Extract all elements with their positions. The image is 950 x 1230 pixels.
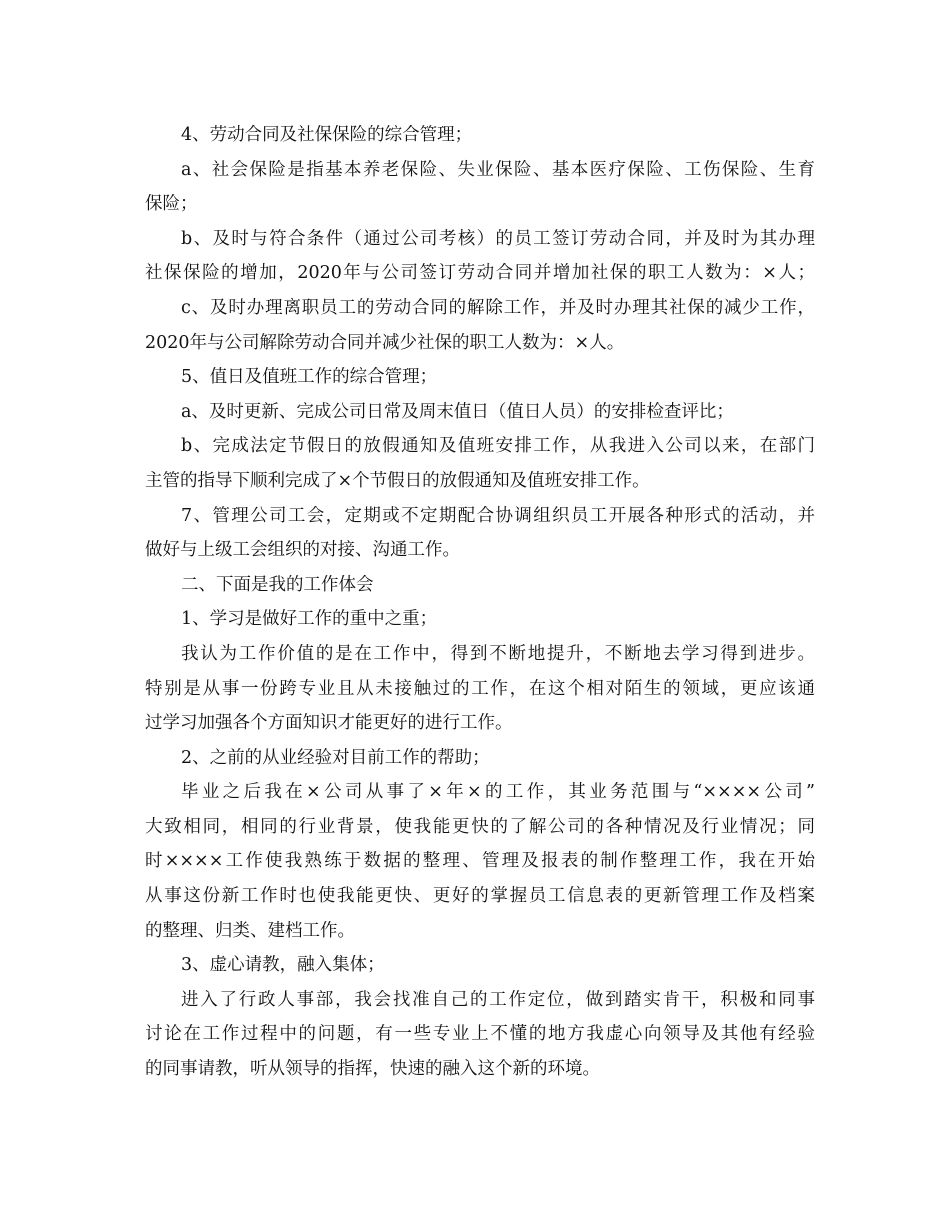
text-line: 时××××工作使我熟练于数据的整理、管理及报表的制作整理工作，我在开始 (145, 851, 815, 872)
text-line: 主管的指导下顺利完成了×个节假日的放假通知及值班安排工作。 (145, 470, 650, 491)
text-line: 3、虚心请教，融入集体； (181, 955, 385, 976)
text-line: 的整理、归类、建档工作。 (145, 920, 355, 941)
text-line: a、社会保险是指基本养老保险、失业保险、基本医疗保险、工伤保险、生育 (181, 159, 815, 180)
text-line: a、及时更新、完成公司日常及周末值日（值日人员）的安排检查评比； (181, 401, 734, 422)
text-line: 7、管理公司工会，定期或不定期配合协调组织员工开展各种形式的活动，并 (181, 505, 815, 526)
text-line: 做好与上级工会组织的对接、沟通工作。 (145, 540, 460, 561)
text-line: 从事这份新工作时也使我能更快、更好的掌握员工信息表的更新管理工作及档案 (145, 886, 815, 907)
text-line: 1、学习是做好工作的重中之重； (181, 609, 438, 630)
text-line: 4、劳动合同及社保保险的综合管理； (181, 125, 473, 145)
text-line: b、及时与符合条件（通过公司考核）的员工签订劳动合同，并及时为其办理 (181, 228, 815, 249)
text-line: 2、之前的从业经验对目前工作的帮助； (181, 747, 490, 768)
text-line: 毕业之后我在×公司从事了×年×的工作，其业务范围与“××××公司” (181, 782, 815, 803)
text-line: 5、值日及值班工作的综合管理； (181, 367, 438, 388)
text-line: 的同事请教，听从领导的指挥，快速的融入这个新的环境。 (145, 1059, 600, 1080)
document-body (145, 118, 815, 1087)
text-line: 社保保险的增加，2020年与公司签订劳动合同并增加社保的职工人数为：×人； (145, 263, 815, 284)
text-line: c、及时办理离职员工的劳动合同的解除工作，并及时办理其社保的减少工作， (181, 297, 815, 318)
text-line: 特别是从事一份跨专业且从未接触过的工作，在这个相对陌生的领域，更应该通 (145, 678, 815, 699)
text-line: 2020年与公司解除劳动合同并减少社保的职工人数为：×人。 (145, 332, 625, 353)
text-line: 二、下面是我的工作体会 (181, 574, 374, 595)
text-line: 过学习加强各个方面知识才能更好的进行工作。 (145, 713, 513, 734)
text-line: 进入了行政人事部，我会找准自己的工作定位，做到踏实肯干，积极和同事 (181, 989, 815, 1010)
text-line: 大致相同，相同的行业背景，使我能更快的了解公司的各种情况及行业情况；同 (145, 816, 815, 837)
text-line: 讨论在工作过程中的问题，有一些专业上不懂的地方我虚心向领导及其他有经验 (145, 1024, 815, 1045)
text-line: 保险； (145, 194, 198, 215)
text-line: b、完成法定节假日的放假通知及值班安排工作，从我进入公司以来，在部门 (181, 436, 815, 457)
text-line: 我认为工作价值的是在工作中，得到不断地提升，不断地去学习得到进步。 (181, 643, 815, 664)
